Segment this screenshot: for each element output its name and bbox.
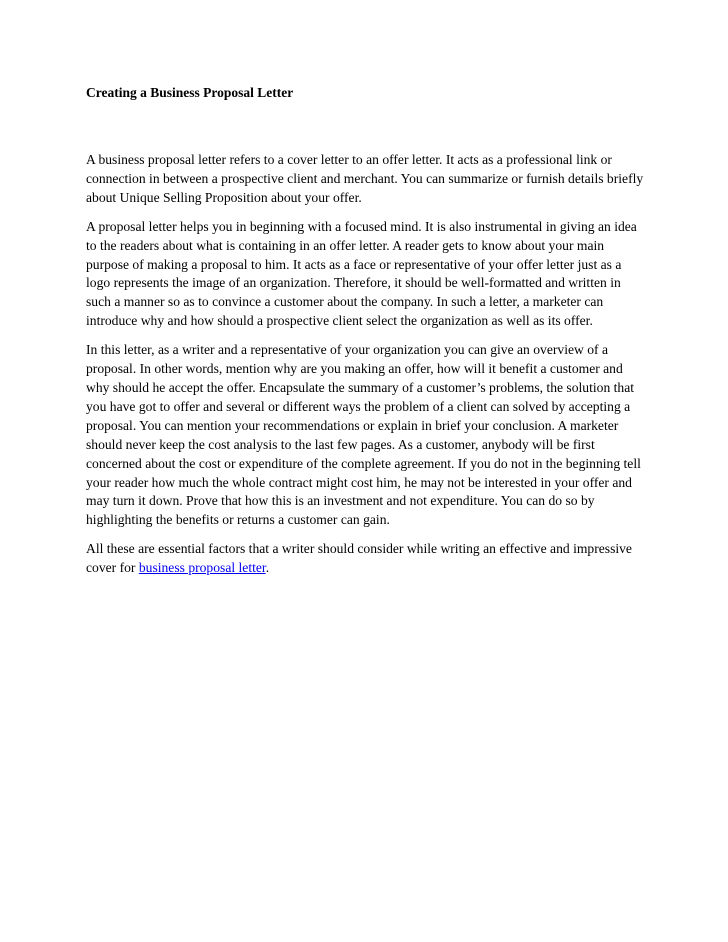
- closing-text: All these are essential factors that a writer should consider while writing an effective and impressive cover for: [86, 541, 632, 576]
- paragraph-3: In this letter, as a writer and a representative of your organization you can give an overview of a proposal. In other words, mention why are you making an offer, how will it benefit a customer and why should he accept the offer. Encapsulate the summary of a customer’s problems, the solution that you have got to offer and several or different ways the problem of a client can solved by accepting a proposal. You can mention your recommendations or explain in brief your conclusion. A marketer should never keep the cost analysis to the last few pages. As a customer, anybody will be first concerned about the cost or expenditure of the complete agreement. If you do not in the beginning tell your reader how much the whole contract might cost him, he may not be interested in your offer and may turn it down. Prove that how this is an investment and not expenditure. You can do so by highlighting the benefits or returns a customer can gain.: [86, 342, 641, 528]
- business-proposal-letter-link[interactable]: business proposal letter: [138, 560, 266, 576]
- closing-paragraph: [86, 540, 646, 578]
- paragraph-2: A proposal letter helps you in beginning with a focused mind. It is also instrumental in giving an idea to the readers about what is containing in an offer letter. A reader gets to know about your main purpose of making a proposal to him. It acts as a face or representative of your offer letter just as a logo represents the image of an organization. Therefore, it should be well-formatted and written in such a manner so as to convince a customer about the company. In such a letter, a marketer can introduce why and how should a prospective client select the organization as well as its offer.: [86, 218, 637, 329]
- document-body: [86, 84, 646, 588]
- document-title: Creating a Business Proposal Letter: [86, 85, 294, 100]
- paragraph-1: A business proposal letter refers to a cover letter to an offer letter. It acts as a professional link or connection in between a prospective client and merchant. You can summarize or furnish details briefly about Unique Selling Proposition about your offer.: [86, 152, 644, 205]
- closing-period: .: [265, 560, 270, 576]
